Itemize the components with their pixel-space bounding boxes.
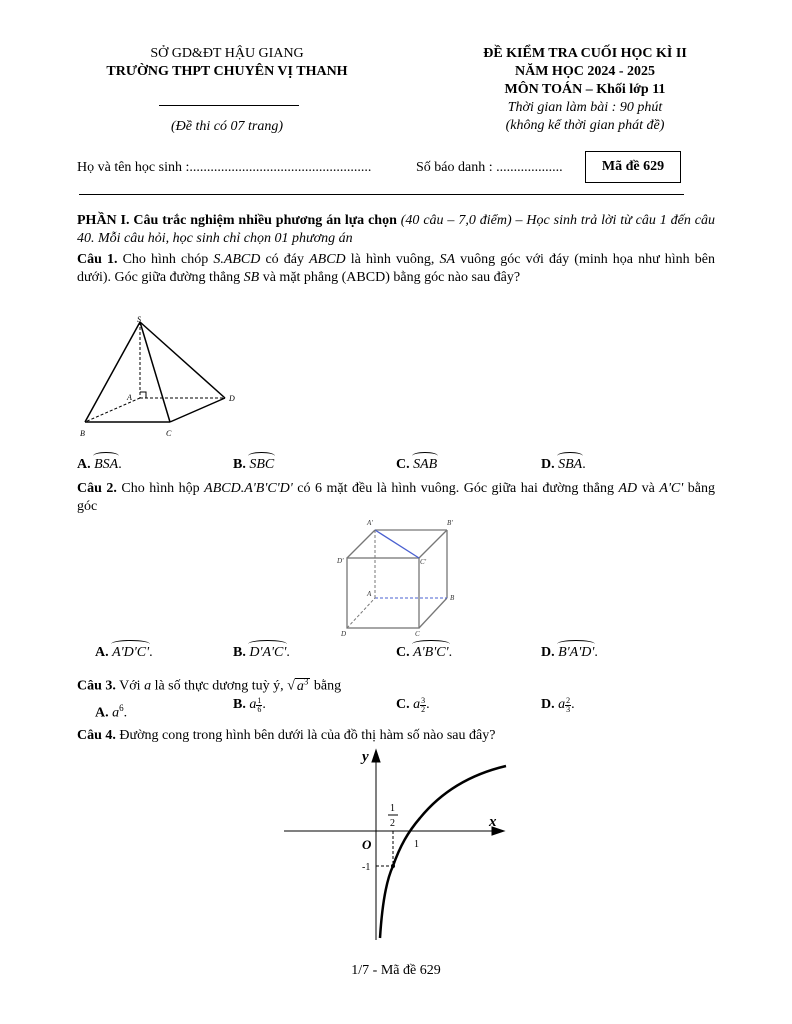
vertex-label-a: A (367, 590, 372, 598)
q1-option-d[interactable]: D. SBA. (541, 457, 586, 472)
question-2-label: Câu 2. (77, 481, 117, 496)
half-denominator: 2 (390, 818, 395, 829)
student-name-field: Họ và tên học sinh :.................................................... (77, 160, 372, 175)
subject: MÔN TOÁN – Khối lớp 11 (504, 82, 666, 97)
question-4-label: Câu 4. (77, 728, 116, 743)
vertex-label-b: B (80, 429, 85, 438)
school-department: SỞ GD&ĐT HẬU GIANG (150, 46, 304, 61)
q3-option-d[interactable]: D. a $\frac{2}{3}$ . (541, 696, 575, 714)
q1-option-a[interactable]: A. BSA. (77, 457, 122, 472)
q1-math: ABCD (309, 252, 346, 267)
q2-text: Cho hình hộp (116, 481, 205, 496)
q2-text: có 6 mặt đều là hình vuông. Góc giữa hai đường thẳng (292, 481, 619, 496)
q2-math: A'C' (659, 481, 684, 496)
q1-text: vuông góc với đáy (minh họa như hình bên dưới). Góc giữa đường thẳng (77, 252, 715, 285)
angle-value: B'A'D' (558, 645, 595, 660)
vertex-label-c1: C' (420, 558, 427, 566)
q4-text: Đường cong trong hình bên dưới là của đồ thị hàm số nào sau đây? (115, 728, 496, 743)
header-rule (79, 194, 684, 195)
exam-code-box: Mã đề 629 (585, 151, 681, 183)
vertex-label-b1: B' (447, 519, 453, 527)
student-id-field: Số báo danh : ................... (416, 160, 563, 175)
question-3-label: Câu 3. (77, 678, 116, 694)
q3-text: là số thực dương tuỳ ý, (151, 678, 288, 694)
q2-option-c[interactable]: C. A'B'C'. (396, 645, 453, 660)
vertex-label-a: A (127, 393, 132, 402)
section-title-bold: PHẦN I. Câu trắc nghiệm nhiều phương án lựa chọn (77, 213, 397, 228)
school-name: TRƯỜNG THPT CHUYÊN VỊ THANH (106, 64, 348, 79)
q1-option-c[interactable]: C. SAB (396, 457, 438, 472)
page-footer: 1/7 - Mã đề 629 (351, 963, 441, 978)
question-4 (77, 727, 715, 745)
q1-text: Cho hình chóp (117, 252, 214, 267)
vertex-label-b: B (450, 594, 455, 602)
angle-value: SBA (558, 457, 583, 472)
q1-math: S.ABCD (213, 252, 261, 267)
cube-figure (333, 512, 463, 642)
question-3 (77, 672, 715, 696)
time-limit: Thời gian làm bài : 90 phút (507, 100, 663, 115)
section-title (77, 212, 715, 248)
page-count-note: (Đề thi có 07 trang) (171, 119, 283, 134)
q3-math: a (144, 678, 152, 694)
q2-math: AD (618, 481, 638, 496)
vertex-label-d: D (341, 630, 347, 638)
angle-value: D'A'C' (249, 645, 287, 660)
q1-math: SB (243, 270, 260, 285)
angle-value: A'D'C' (112, 645, 150, 660)
time-note: (không kể thời gian phát đề) (505, 118, 665, 133)
q1-option-b[interactable]: B. SBC (233, 457, 275, 472)
q2-text: bằng góc (77, 481, 716, 514)
x-axis-label: x (489, 814, 497, 830)
question-1 (77, 251, 715, 287)
q2-text: và (637, 481, 660, 496)
q3-option-b[interactable]: B. a $\frac{1}{6}$ . (233, 696, 266, 714)
log-graph (282, 746, 512, 942)
q1-text: và mặt phẳng (ABCD) bằng góc nào sau đây? (259, 270, 521, 285)
q3-option-a[interactable]: A. $a^6$. (95, 703, 128, 721)
vertex-label-d1: D' (337, 557, 344, 565)
q1-text: có đáy (260, 252, 310, 267)
q1-math: SA (439, 252, 456, 267)
vertex-label-s: S (137, 315, 141, 324)
header-divider-left (159, 105, 299, 106)
angle-value: BSA (94, 457, 119, 472)
q3-text: Với (115, 678, 145, 694)
angle-value: A'B'C' (413, 645, 449, 660)
vertex-label-a1: A' (367, 519, 373, 527)
pyramid-figure (75, 312, 245, 442)
y-tick-minus1: -1 (362, 862, 371, 873)
origin-label: O (362, 837, 372, 852)
vertex-label-c: C (166, 429, 172, 438)
angle-value: SBC (249, 457, 275, 472)
angle-value: SAB (413, 457, 438, 472)
vertex-label-c: C (415, 630, 420, 638)
half-numerator: 1 (390, 803, 395, 814)
q3-text: bằng (310, 678, 342, 694)
question-2 (77, 480, 715, 516)
question-1-label: Câu 1. (77, 252, 118, 267)
school-year: NĂM HỌC 2024 - 2025 (515, 64, 655, 79)
y-axis-label: y (362, 749, 369, 765)
sqrt-expression: √ $a^3$ (287, 676, 309, 694)
vertex-label-d: D (229, 394, 235, 403)
q2-math: ABCD.A'B'C'D' (204, 481, 293, 496)
q2-option-a[interactable]: A. A'D'C'. (95, 645, 153, 660)
q3-option-c[interactable]: C. a $\frac{3}{2}$ . (396, 696, 430, 714)
section-title-italic: (40 câu – 7,0 điểm) – Học sinh trả lời từ câu 1 đến câu 40. Mỗi câu hỏi, học sinh chỉ chọn 01 phương án (77, 213, 715, 246)
q2-option-b[interactable]: B. D'A'C'. (233, 645, 290, 660)
x-tick-1: 1 (414, 839, 419, 850)
exam-title: ĐỀ KIỂM TRA CUỐI HỌC KÌ II (483, 46, 687, 61)
q2-option-d[interactable]: D. B'A'D'. (541, 645, 598, 660)
q1-text: là hình vuông, (345, 252, 440, 267)
